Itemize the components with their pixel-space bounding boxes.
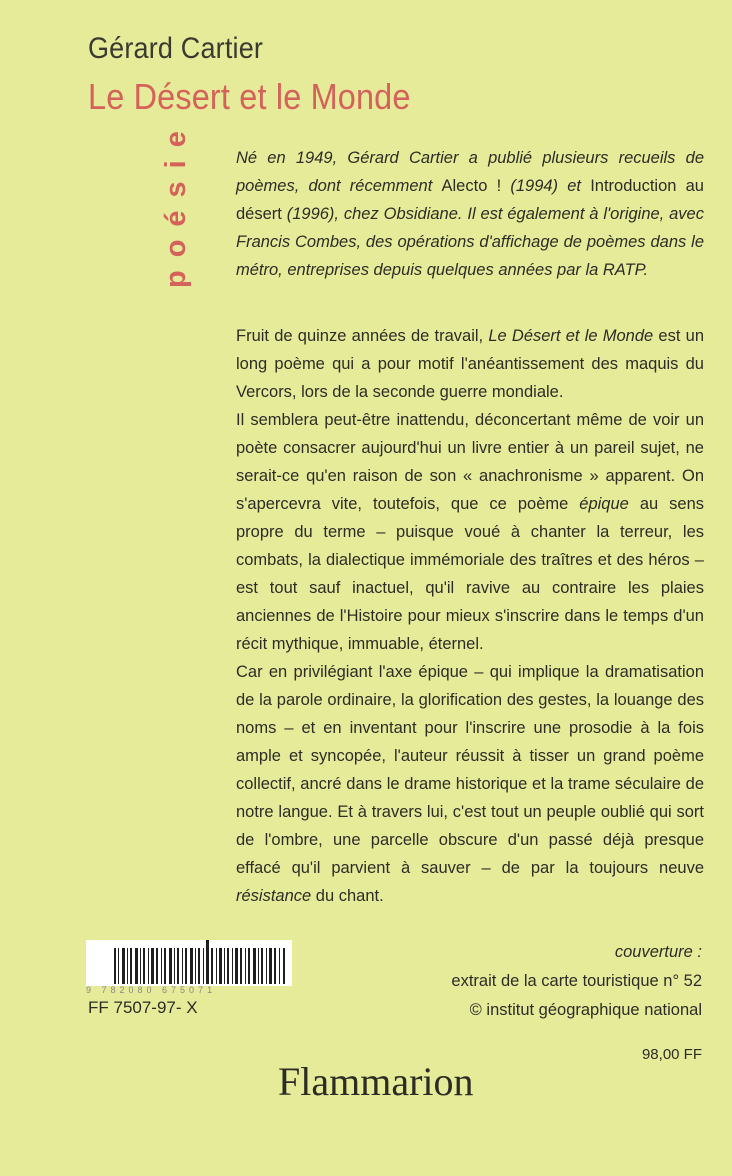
summary-emphasis: épique — [579, 495, 629, 513]
summary-paragraph — [236, 658, 704, 910]
author-bio — [236, 144, 704, 284]
cover-credit-line: extrait de la carte touristique n° 52 — [451, 972, 702, 990]
bio-text: (1994) et — [501, 177, 591, 195]
cover-credits — [451, 938, 702, 1025]
barcode-icon — [86, 940, 292, 986]
book-title: Le Désert et le Monde — [88, 76, 411, 117]
summary-title: Le Désert et le Monde — [488, 327, 654, 345]
bio-book-alecto: Alecto ! — [441, 177, 502, 195]
summary-text: est un long poème qui a pour motif l'anéantissement des maquis du Vercors, lors de la seconde guerre mondiale. — [236, 327, 704, 401]
isbn-code: FF 7507-97- X — [88, 998, 198, 1017]
bio-text: (1996), chez Obsidiane. Il est également à l'origine, avec Francis Combes, des opérations d'affichage de poèmes dans le métro, entreprises depuis quelques années par la RATP. — [236, 205, 704, 279]
barcode-digits: 9 782080 675071 — [86, 985, 217, 995]
summary-text: au sens propre du terme – puisque voué à chanter la terreur, les combats, la dialectique immémoriale des traîtres et des héros – est tout sauf inactuel, qu'il ravive au contraire les plaies anciennes de l'Histoire pour mieux s'inscrire dans le temps d'un récit mythique, immuable, éternel. — [236, 495, 705, 653]
summary-paragraph — [236, 322, 704, 406]
summary-emphasis: résistance — [236, 887, 312, 905]
bio-book-introduction: Introduction au désert — [236, 177, 704, 223]
cover-credit-line: © institut géographique national — [469, 1001, 702, 1019]
price-label: 98,00 FF — [641, 1046, 702, 1063]
author-name: Gérard Cartier — [88, 32, 264, 65]
summary-text: Il semblera peut-être inattendu, déconcertant même de voir un poète consacrer aujourd'hui un livre entier à un pareil sujet, ne serait-ce qu'en raison de son « anachronisme » apparent. On s'apercevra vite, toutefois, que ce poème — [236, 411, 704, 513]
publisher-logo: Flammarion — [278, 1059, 474, 1104]
summary-paragraph — [236, 406, 704, 658]
book-summary — [236, 322, 704, 910]
summary-text: du chant. — [311, 887, 384, 905]
collection-label: poésie — [160, 118, 192, 288]
summary-text: Fruit de quinze années de travail, — [236, 327, 489, 345]
cover-label: couverture : — [614, 943, 702, 961]
bio-text: Né en 1949, Gérard Cartier a publié plusieurs recueils de poèmes, dont récemment — [236, 149, 704, 195]
summary-text: Car en privilégiant l'axe épique – qui implique la dramatisation de la parole ordinaire, la glorification des gestes, la louange des noms – et en inventant pour l'inscrire une prosodie à la fois ample et syncopée, l'auteur réussit à tisser un grand poème collectif, ancré dans le drame historique et la trame séculaire de notre langue. Et à travers lui, c'est tout un peuple oublié qui sort de l'ombre, une parcelle obscure d'un passé déjà presque effacé qu'il parvient à sauver – de par la toujours neuve — [236, 663, 704, 877]
